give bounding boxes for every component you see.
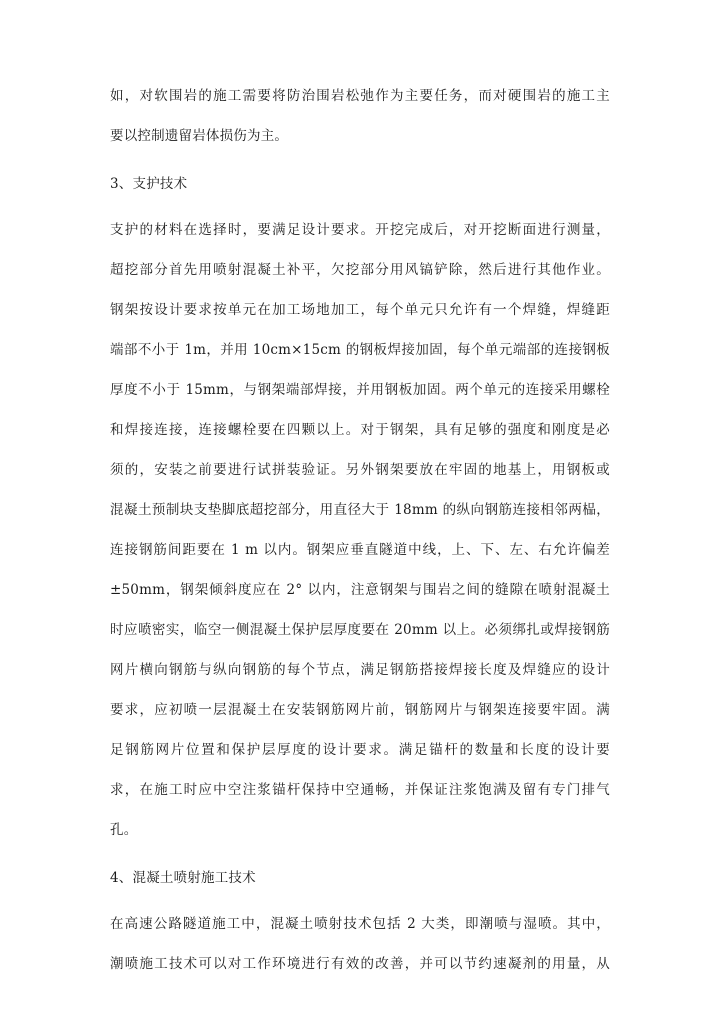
- paragraph-line: 要以控制遗留岩体损伤为主。: [110, 128, 289, 144]
- paragraph-line: 钢架按设计要求按单元在加工场地加工，每个单元只允许有一个焊缝，焊缝距: [110, 302, 610, 318]
- paragraph-line: 超挖部分首先用喷射混凝土补平，欠挖部分用风镐铲除，然后进行其他作业。: [110, 262, 610, 278]
- paragraph-line: 潮喷施工技术可以对工作环境进行有效的改善，并可以节约速凝剂的用量，从: [110, 956, 610, 972]
- paragraph-line: 混凝土预制块支垫脚底超挖部分，用直径大于 18mm 的纵向钢筋连接相邻两榀，: [110, 502, 610, 518]
- paragraph-3: [110, 904, 610, 984]
- paragraph-line: 厚度不小于 15mm，与钢架端部焊接，并用钢板加固。两个单元的连接采用螺栓: [110, 382, 610, 398]
- paragraph-line: 须的，安装之前要进行试拼装验证。另外钢架要放在牢固的地基上，用钢板或: [110, 462, 610, 478]
- paragraph-line: ±50mm，钢架倾斜度应在 2° 以内，注意钢架与围岩之间的缝隙在喷射混凝土: [110, 582, 610, 598]
- paragraph-2: [110, 210, 610, 850]
- paragraph-line: 求，在施工时应中空注浆锚杆保持中空通畅，并保证注浆饱满及留有专门排气: [110, 782, 610, 798]
- paragraph-1: [110, 76, 610, 156]
- paragraph-line: 支护的材料在选择时，要满足设计要求。开挖完成后，对开挖断面进行测量，: [110, 222, 610, 238]
- paragraph-line: 和焊接连接，连接螺栓要在四颗以上。对于钢架，具有足够的强度和刚度是必: [110, 422, 610, 438]
- paragraph-line: 如，对软围岩的施工需要将防治围岩松弛作为主要任务，而对硬围岩的施工主: [110, 88, 610, 104]
- section-heading-3: 3、支护技术: [110, 176, 188, 192]
- section-heading-4: 4、混凝土喷射施工技术: [110, 870, 256, 886]
- paragraph-line: 足钢筋网片位置和保护层厚度的设计要求。满足锚杆的数量和长度的设计要: [110, 742, 610, 758]
- paragraph-line: 在高速公路隧道施工中，混凝土喷射技术包括 2 大类，即潮喷与湿喷。其中，: [110, 916, 610, 932]
- paragraph-line: 孔。: [110, 822, 138, 838]
- paragraph-line: 网片横向钢筋与纵向钢筋的每个节点，满足钢筋搭接焊接长度及焊缝应的设计: [110, 662, 610, 678]
- paragraph-line: 端部不小于 1m，并用 10cm×15cm 的钢板焊接加固，每个单元端部的连接钢板: [110, 342, 610, 358]
- paragraph-line: 时应喷密实，临空一侧混凝土保护层厚度要在 20mm 以上。必须绑扎或焊接钢筋: [110, 622, 610, 638]
- paragraph-line: 要求，应初喷一层混凝土在安装钢筋网片前，钢筋网片与钢架连接要牢固。满: [110, 702, 610, 718]
- paragraph-line: 连接钢筋间距要在 1 m 以内。钢架应垂直隧道中线，上、下、左、右允许偏差: [110, 542, 610, 558]
- document-page: [110, 76, 610, 984]
